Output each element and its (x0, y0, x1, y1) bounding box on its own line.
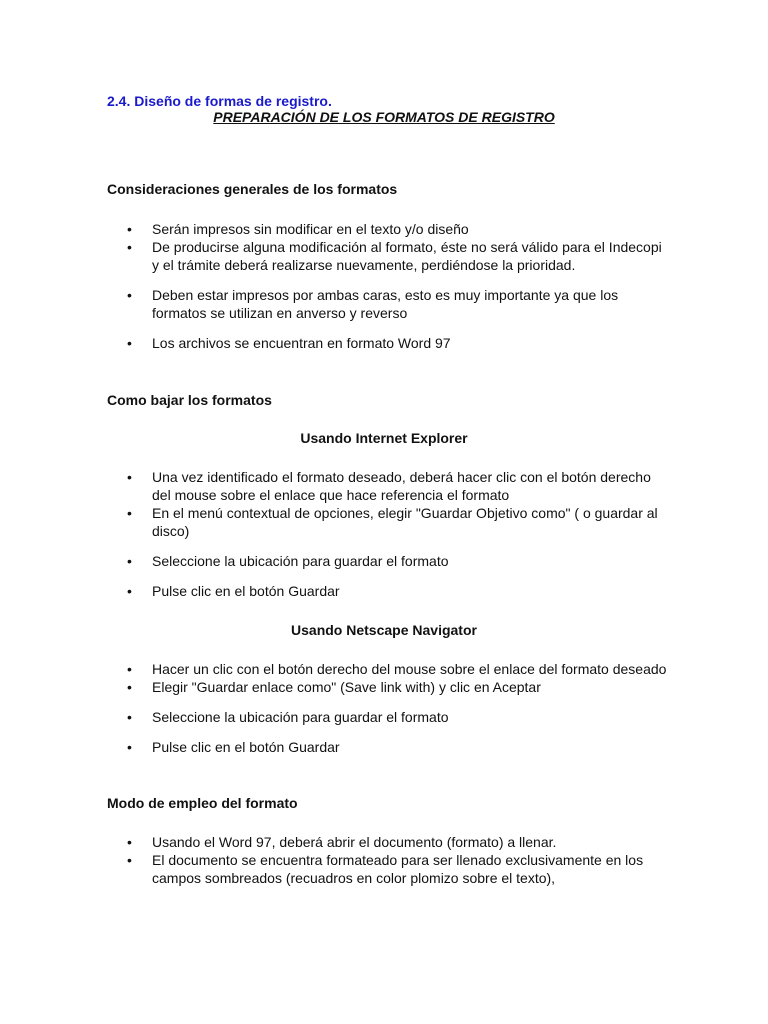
document-subtitle: PREPARACIÓN DE LOS FORMATOS DE REGISTRO (213, 109, 555, 125)
list-item: • Seleccione la ubicación para guardar el formato (107, 552, 667, 570)
list-item: • Pulse clic en el botón Guardar (107, 738, 667, 756)
list-item: • Usando el Word 97, deberá abrir el documento (formato) a llenar. (107, 833, 667, 851)
list-item: • De producirse alguna modificación al formato, éste no será válido para el Indecopi y el trámite deberá realizarse nuevamente, perdiéndose la prioridad. (107, 238, 667, 274)
heading-consideraciones: Consideraciones generales de los formatos (107, 181, 398, 197)
list-consideraciones (107, 220, 667, 352)
section-title: 2.4. Diseño de formas de registro. (107, 93, 332, 109)
heading-internet-explorer: Usando Internet Explorer (300, 430, 468, 446)
heading-netscape-navigator: Usando Netscape Navigator (291, 622, 477, 638)
list-item: • Pulse clic en el botón Guardar (107, 582, 667, 600)
list-modo-empleo (107, 833, 667, 887)
list-internet-explorer (107, 468, 667, 600)
list-item: • Hacer un clic con el botón derecho del mouse sobre el enlace del formato deseado (107, 660, 667, 678)
heading-como-bajar: Como bajar los formatos (107, 392, 272, 408)
list-item: • Deben estar impresos por ambas caras, esto es muy importante ya que los formatos se utilizan en anverso y reverso (107, 286, 667, 322)
list-item: • Elegir "Guardar enlace como" (Save link with) y clic en Aceptar (107, 678, 667, 696)
heading-modo-empleo: Modo de empleo del formato (107, 795, 298, 811)
list-item: • Una vez identificado el formato deseado, deberá hacer clic con el botón derecho del mouse sobre el enlace que hace referencia el formato (107, 468, 667, 504)
list-netscape-navigator (107, 660, 667, 756)
list-item: • En el menú contextual de opciones, elegir "Guardar Objetivo como" ( o guardar al disco) (107, 504, 667, 540)
list-item: • El documento se encuentra formateado para ser llenado exclusivamente en los campos sombreados (recuadros en color plomizo sobre el texto), (107, 851, 667, 887)
list-item: • Los archivos se encuentran en formato Word 97 (107, 334, 667, 352)
list-item: • Seleccione la ubicación para guardar el formato (107, 708, 667, 726)
list-item: • Serán impresos sin modificar en el texto y/o diseño (107, 220, 667, 238)
